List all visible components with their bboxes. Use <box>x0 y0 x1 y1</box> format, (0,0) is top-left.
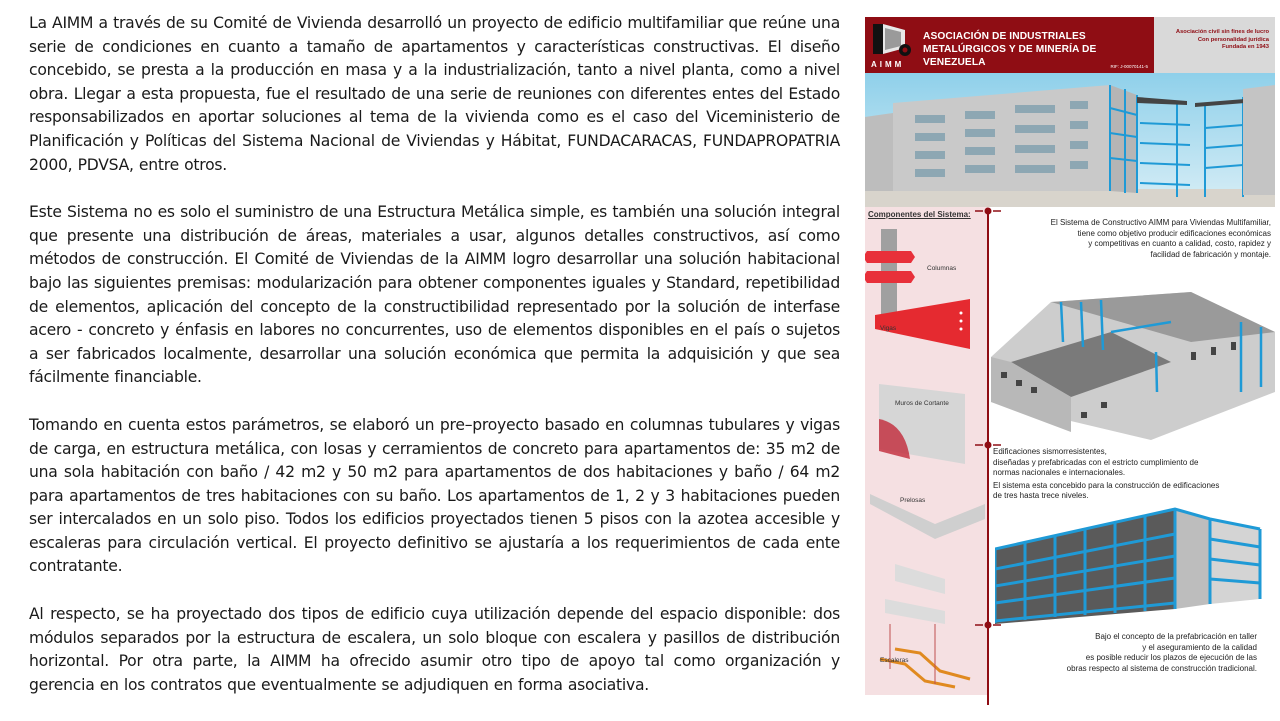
rif-number: RIF: J-00070141-5 <box>1110 64 1148 69</box>
component-label-stairs: Escaleras <box>880 657 909 664</box>
header-red-band <box>865 17 1154 73</box>
component-label-beams: Vigas <box>880 325 897 332</box>
timeline-line <box>987 213 989 705</box>
paragraph-building-types: Al respecto, se ha proyectado dos tipos de edificio cuya utilización depende del espacio disponible: dos módulos separados por la estructura de escalera, un solo bloque con escalera y pasillos de distribución horizontal. Por otra parte, la AIMM ha ofrecido asumir otro tipo de apoyo tal como organización y gerencia en los contratos que eventualmente se adjudiquen en forma asociativa. <box>29 605 840 694</box>
seismic-line: normas nacionales e internacionales. <box>993 468 1126 478</box>
objective-line: tiene como objetivo producir edificaciones económicas <box>1077 228 1271 238</box>
seismic-line: de tres hasta trece niveles. <box>993 491 1089 501</box>
building-cutaway-image <box>991 262 1275 440</box>
org-name-line-1: ASOCIACIÓN DE INDUSTRIALES <box>923 31 1086 42</box>
components-title: Componentes del Sistema: <box>868 210 971 219</box>
aimm-poster <box>865 17 1275 705</box>
objective-text <box>993 218 1271 260</box>
objective-line: y competitivas en cuanto a calidad, costo, rapidez y <box>1088 239 1271 249</box>
paragraph-preproject: Tomando en cuenta estos parámetros, se elaboró un pre–proyecto basado en columnas tubulares y vigas de carga, en estructura metálica, con losas y cerramientos de concreto para apartamentos de: 35 m2 de una sola habitación con baño / 42 m2 y 50 m2 para apartamentos de dos habitaciones y baño / 64 m2 para apartamentos de tres habitaciones con su baño. Los apartamentos de 1, 2 y 3 habitaciones pueden ser intercalados en un solo piso. Todos los edificios proyectados tienen 5 pisos con la azotea accesible y escaleras para circulación vertical. El proyecto definitivo se ajustaría a los requerimientos de cada ente contratante. <box>29 415 840 576</box>
components-illustrations <box>865 219 988 689</box>
timeline-dot-icon <box>965 207 1011 215</box>
column-flange-illustration <box>865 251 915 263</box>
component-label-shear-walls: Muros de Cortante <box>895 400 949 407</box>
prefabrication-line: obras respecto al sistema de construcción tradicional. <box>1066 663 1257 673</box>
logo-text: AIMM <box>871 60 905 69</box>
component-label-columns: Columnas <box>927 265 957 272</box>
seismic-line: Edificaciones sismorresistentes, <box>993 447 1107 456</box>
tagline-line-3: Fundada en 1943 <box>1221 44 1269 50</box>
prefabrication-line: y el aseguramiento de la calidad <box>1142 642 1257 652</box>
paragraph-intro: La AIMM a través de su Comité de Vivienda desarrolló un proyecto de edificio multifamiliar que reúne una serie de condiciones en cuanto a tamaño de apartamentos y características constructivas. El diseño concebido, se presta a la producción en masa y a la industrialización, tanto a nivel planta, como a nivel obra. Llegar a esta propuesta, fue el resultado de una serie de reuniones con diferentes entes del Estado responsabilizados en aportar soluciones al tema de la vivienda como es el caso del Viceministerio de Planificación y Políticas del Sistema Nacional de Viviendas y Hábitat, FUNDACARACAS, FUNDAPROPATRIA 2000, PDVSA, entre otros. <box>29 14 840 174</box>
objective-line: facilidad de fabricación y montaje. <box>1150 249 1271 259</box>
building-render-image <box>865 73 1275 207</box>
seismic-line: El sistema esta concebido para la construcción de edificaciones <box>993 480 1220 490</box>
objective-line: El Sistema de Constructivo AIMM para Viviendas Multifamiliar, <box>1050 218 1271 227</box>
seismic-line: diseñadas y prefabricadas con el estricto cumplimiento de <box>993 457 1199 467</box>
prefabrication-line: Bajo el concepto de la prefabricación en taller <box>1095 632 1257 641</box>
tagline-line-1: Asociación civil sin fines de lucro <box>1175 29 1269 35</box>
tagline-line-2: Con personalidad jurídica <box>1197 36 1269 43</box>
prefabrication-text <box>993 632 1257 674</box>
poster-header <box>865 17 1275 73</box>
paragraph-system: Este Sistema no es solo el suministro de una Estructura Metálica simple, es también una solución integral que presente una distribución de áreas, materiales a usar, algunos detalles constructivos, así como métodos de construcción. El Comité de Viviendas de la AIMM logro desarrollar una solución habitacional bajo las siguientes premisas: modularización para obtener componentes iguales y Standard, repetibilidad de elementos, aplicación del concepto de la constructibilidad representado por la solución de interfase acero - concreto y énfasis en labores no concurrentes, uso de elementos disponibles en el país o sujetos a ser fabricados localmente, desarrollar una solución económica que permita la adquisición y que sea fácilmente financiable. <box>29 203 840 387</box>
stair-illustration <box>895 564 945 594</box>
slab-illustration <box>870 494 985 539</box>
prefabrication-line: es posible reducir los plazos de ejecución de las <box>1085 653 1257 663</box>
tagline <box>1176 29 1269 52</box>
steel-frame-building-image <box>995 499 1275 625</box>
component-label-slabs: Prelosas <box>900 497 926 504</box>
body-text <box>29 12 840 721</box>
org-name-line-2: METALÚRGICOS Y DE MINERÍA DE VENEZUELA <box>923 44 1097 68</box>
seismic-text <box>993 447 1275 502</box>
